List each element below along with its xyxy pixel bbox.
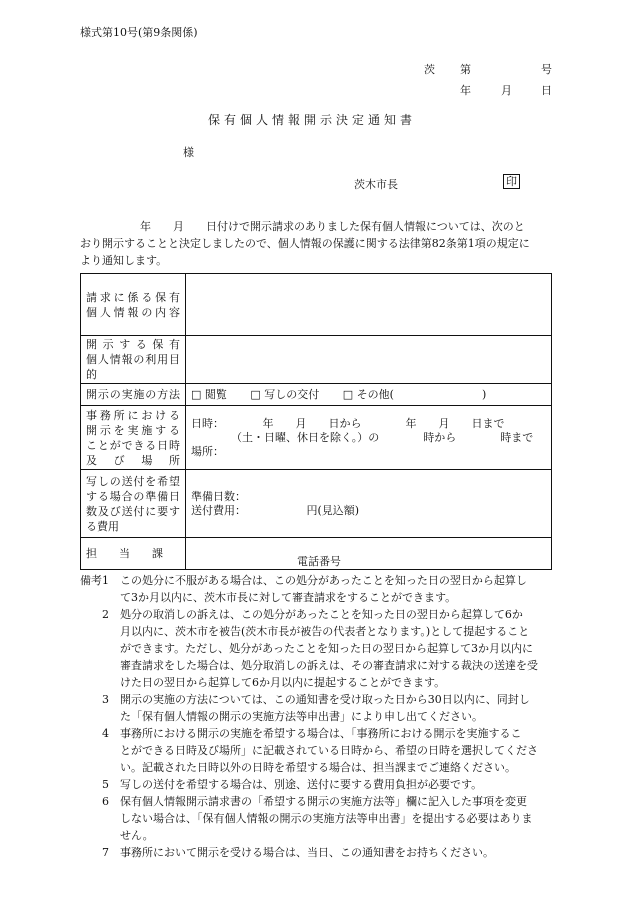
row-label-shipping: 写しの送付を希望 する場合の準備日 数及び送付に要す る費用: [81, 470, 186, 538]
datetime-exclusion-line: （土・日曜、休日を除く。）の 時から 時まで: [231, 430, 534, 444]
shipping-cell: [186, 470, 552, 538]
disclosure-table: [80, 273, 552, 570]
row-label-purpose: 開 示 す る 保 有 個人情報の利用目的: [81, 336, 186, 384]
intro-line-2: おり開示することと決定しましたので、個人情報の保護に関する法律第82条第1項の規定に: [80, 237, 530, 250]
table-row: [81, 274, 552, 336]
row-label-method: 開示の実施の方法: [81, 384, 186, 406]
note-item: 備考1 この処分に不服がある場合は、この処分があったことを知った日の翌日から起算し て3か月以内に、茨木市長に対して審査請求をすることができます。: [80, 574, 527, 604]
form-code: 様式第10号(第9条関係): [80, 26, 198, 39]
option-inspection-checkbox[interactable]: □ 閲覧: [191, 388, 227, 401]
table-row: [81, 470, 552, 538]
preparation-days-line: 準備日数：: [191, 489, 246, 503]
date-year: 年: [460, 84, 471, 97]
note-item: 7 事務所において開示を受ける場合は、当日、この通知書をお持ちください。: [102, 846, 494, 859]
document-title: 保有個人情報開示決定通知書: [208, 113, 417, 127]
phone-label: 電話番号: [297, 555, 341, 568]
datetime-place-cell: [186, 406, 552, 470]
table-row: [81, 336, 552, 384]
method-options: [186, 384, 552, 406]
note-item: 3 開示の実施の方法については、この通知書を受け取った日から30日以内に、同封し た「保有個人情報の開示の実施方法等申出書」により申し出てください。: [102, 693, 530, 723]
purpose-cell: [186, 336, 552, 384]
notes-title: 備考1: [80, 574, 109, 587]
datetime-line: 日時： 年 月 日から 年 月 日まで: [191, 416, 505, 430]
table-row: [81, 538, 552, 570]
note-item: 2 処分の取消しの訴えは、この処分があったことを知った日の翌日から起算して6か 月以内に、茨木市を被告(茨木市長が被告の代表者となります。)として提起すること ができます。ただし、処分があったことを知った日の翌日から起算して3か月以内に 審査請求をした場合は、処分取消しの訴えは、その審査請求に対する裁決の送達を受 けた日の翌日から起算して6か月以内に提起することができます。: [102, 608, 538, 689]
row-label-datetime-place: 事務所における 開示を実施する ことができる日時 及び場所: [81, 406, 186, 470]
department-cell: [186, 538, 552, 570]
reference-suffix: 号: [541, 63, 552, 76]
note-item: 4 事務所における開示の実施を希望する場合は、「事務所における開示を実施するこ とができる日時及び場所」に記載されている日時から、希望の日時を選択してくださ い。記載された日時以外の日時を希望する場合は、担当課までご連絡ください。: [102, 727, 538, 774]
row-label-department: 担 当 課: [81, 538, 186, 570]
table-row: [81, 384, 552, 406]
reference-mid: 第: [460, 63, 471, 76]
shipping-cost-line: 送付費用： 円(見込額): [191, 503, 360, 517]
date-day: 日: [541, 84, 552, 97]
note-item: 6 保有個人情報開示請求書の「希望する開示の実施方法等」欄に記入した事項を変更 しない場合は、「保有個人情報の開示の実施方法等申出書」を提出する必要はありま せん。: [102, 795, 533, 842]
addressee: 様: [183, 146, 194, 159]
intro-line-1: 年 月 日付けで開示請求のありました保有個人情報については、次のと: [140, 220, 525, 233]
option-other-checkbox[interactable]: □ その他( ): [342, 388, 487, 401]
notes-section: [80, 572, 556, 861]
table-row: [81, 406, 552, 470]
seal-mark: 印: [503, 174, 520, 189]
requested-info-cell: [186, 274, 552, 336]
note-item: 5 写しの送付を希望する場合は、別途、送付に要する費用負担が必要です。: [102, 778, 483, 791]
date-month: 月: [501, 84, 512, 97]
reference-prefix: 茨: [424, 63, 435, 76]
intro-line-3: より通知します。: [80, 254, 168, 267]
place-line: 場所：: [191, 444, 224, 458]
option-copy-checkbox[interactable]: □ 写しの交付: [250, 388, 320, 401]
row-label-requested-info: 請求に係る保有 個人情報の内容: [81, 274, 186, 336]
intro-paragraph: [80, 218, 552, 269]
issuer: 茨木市長: [354, 178, 398, 191]
